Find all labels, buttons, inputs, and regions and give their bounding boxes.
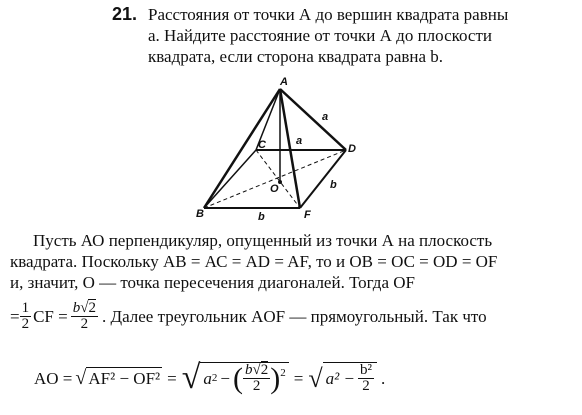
fraction-numerator: 1 (21, 299, 30, 316)
fraction-b-root2-over-2 (243, 363, 270, 394)
final-a2-minus: a² − (325, 369, 355, 388)
period: . (380, 368, 386, 388)
pyramid-figure (196, 74, 376, 224)
label-edge-AD: a (322, 111, 329, 123)
problem-line-3: квадрата, если сторона квадрата равна b. (148, 47, 444, 66)
fraction-denominator: 2 (252, 378, 261, 394)
solution-line-2: квадрата. Поскольку АВ = АС = AD = AF, то и ОВ = ОС = OD = OF (10, 252, 498, 271)
equals-sign: = (10, 306, 20, 326)
var-b: b (245, 362, 253, 378)
label-edge-BF: b (258, 211, 265, 223)
edge-BC (204, 150, 256, 208)
solution-line-3: и, значит, О — точка пересечения диагоналей. Тогда OF (10, 273, 415, 292)
cf-text: CF = (33, 306, 68, 326)
edge-AB (204, 89, 280, 208)
sqrt-icon: √ (181, 359, 201, 396)
radicand-1: AF² − OF² (88, 369, 161, 388)
fraction-numerator: b² (359, 362, 372, 378)
problem-line-2: a. Найдите расстояние от точки А до плоскости (148, 26, 493, 45)
right-paren: ) (270, 362, 281, 395)
sqrt-icon: √ (252, 362, 261, 378)
fraction-denominator: 2 (21, 315, 30, 332)
diagonal-CF (256, 150, 300, 208)
exponent: 2 (211, 372, 218, 384)
problem-line-1: Расстояния от точки А до вершин квадрата равны (148, 5, 509, 24)
sqrt-icon: √ (308, 363, 323, 393)
label-B: B (196, 208, 204, 220)
exponent: 2 (280, 367, 286, 379)
label-C: C (258, 139, 266, 151)
left-paren: ( (233, 362, 243, 395)
problem-number: 21. (112, 4, 138, 24)
radicand-2 (200, 362, 288, 394)
radicand: 2 (88, 299, 96, 316)
label-F: F (304, 209, 311, 221)
diagonal-BD (204, 150, 346, 208)
fraction-numerator (243, 363, 270, 379)
minus-sign: − (220, 369, 230, 388)
radicand: 2 (260, 362, 269, 378)
fraction-b-root2-over-2 (71, 301, 98, 332)
label-edge-AC: a (296, 135, 303, 147)
label-edge-DF: b (330, 179, 337, 191)
fraction-denominator: 2 (80, 315, 89, 332)
eq-lhs: AO = (34, 368, 73, 388)
sqrt-icon: √ (75, 366, 87, 389)
solution-line-4 (10, 296, 487, 336)
fraction-numerator (71, 301, 98, 317)
edge-AF (280, 89, 303, 208)
equals-sign: = (167, 368, 177, 388)
point-O (278, 180, 282, 184)
var-a: a (203, 369, 212, 388)
var-b: b (72, 299, 81, 316)
fraction-b2-over-2 (358, 363, 374, 394)
radicand-3 (323, 362, 377, 394)
edge-FD (300, 150, 346, 208)
equals-sign: = (293, 368, 304, 388)
fraction-denominator: 2 (362, 378, 370, 394)
fraction-one-half (20, 301, 32, 332)
solution-line-1: Пусть АО перпендикуляр, опущенный из точки А на плоскость (33, 231, 493, 250)
final-equation (34, 352, 385, 404)
label-D: D (348, 143, 356, 155)
label-O: O (270, 183, 279, 195)
label-A: A (280, 76, 288, 88)
line4-suffix: . Далее треугольник AOF — прямоугольный. Так что (101, 306, 487, 326)
sqrt-icon: √ (80, 299, 89, 316)
